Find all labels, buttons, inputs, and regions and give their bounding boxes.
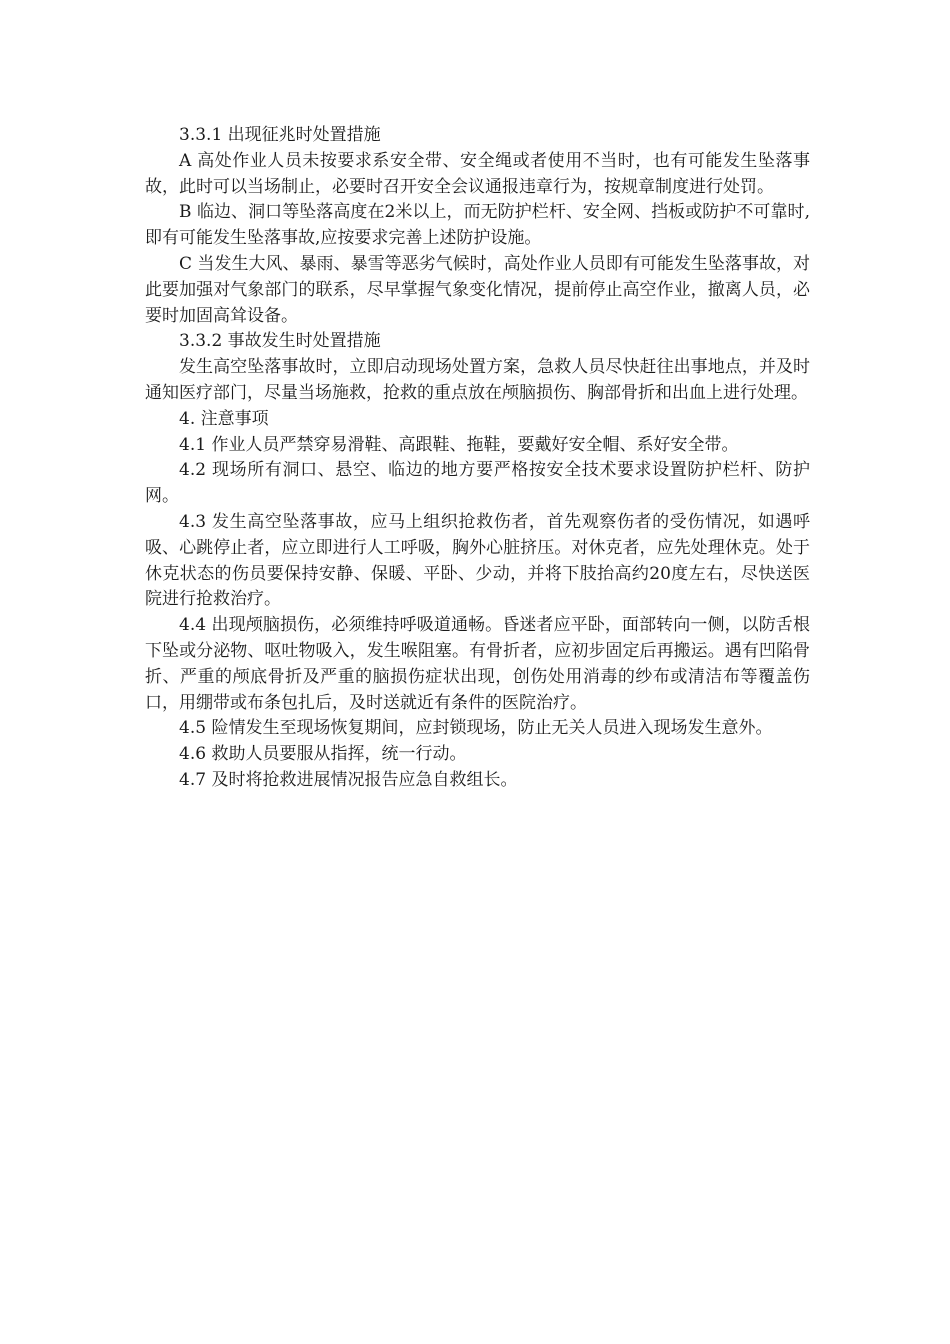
- paragraph-4-4: 4.4 出现颅脑损伤，必须维持呼吸道通畅。昏迷者应平卧，面部转向一侧，以防舌根下坠或分泌物、呕吐物吸入，发生喉阻塞。有骨折者，应初步固定后再搬运。遇有凹陷骨折、严重的颅底骨折及严重的脑损伤症状出现，创伤处用消毒的纱布或清洁布等覆盖伤口，用绷带或布条包扎后，及时送就近有条件的医院治疗。: [145, 615, 810, 713]
- paragraph-4-6: 4.6 救助人员要服从指挥，统一行动。: [179, 744, 467, 765]
- paragraph-4-1: 4.1 作业人员严禁穿易滑鞋、高跟鞋、拖鞋，要戴好安全帽、系好安全带。: [179, 434, 739, 455]
- paragraph-4-2: 4.2 现场所有洞口、悬空、临边的地方要严格按安全技术要求设置防护栏杆、防护网。: [145, 460, 810, 507]
- paragraph-4-3: 4.3 发生高空坠落事故，应马上组织抢救伤者，首先观察伤者的受伤情况，如遇呼吸、心跳停止者，应立即进行人工呼吸，胸外心脏挤压。对休克者，应先处理休克。处于休克状态的伤员要保持安静、保暖、平卧、少动，并将下肢抬高约20度左右，尽快送医院进行抢救治疗。: [145, 511, 810, 610]
- paragraph-b: B 临边、洞口等坠落高度在2米以上，而无防护栏杆、安全网、挡板或防护不可靠时,即有可能发生坠落事故,应按要求完善上述防护设施。: [145, 202, 810, 249]
- heading-3-3-2: 3.3.2 事故发生时处置措施: [179, 331, 381, 352]
- paragraph-a: A 高处作业人员未按要求系安全带、安全绳或者使用不当时，也有可能发生坠落事故，此时可以当场制止，必要时召开安全会议通报违章行为，按规章制度进行处罚。: [145, 150, 810, 197]
- paragraph-accident-response: 发生高空坠落事故时，立即启动现场处置方案，急救人员尽快赶往出事地点，并及时通知医疗部门，尽量当场施救，抢救的重点放在颅脑损伤、胸部骨折和出血上进行处理。: [145, 357, 810, 403]
- paragraph-c: C 当发生大风、暴雨、暴雪等恶劣气候时，高处作业人员即有可能发生坠落事故，对此要加强对气象部门的联系，尽早掌握气象变化情况，提前停止高空作业，撤离人员，必要时加固高耸设备。: [145, 253, 810, 326]
- document-body: [145, 123, 810, 794]
- paragraph-4-5: 4.5 险情发生至现场恢复期间，应封锁现场，防止无关人员进入现场发生意外。: [179, 718, 773, 739]
- heading-4-notes: 4. 注意事项: [179, 408, 269, 429]
- heading-3-3-1: 3.3.1 出现征兆时处置措施: [179, 125, 381, 145]
- paragraph-4-7: 4.7 及时将抢救进展情况报告应急自救组长。: [179, 769, 518, 790]
